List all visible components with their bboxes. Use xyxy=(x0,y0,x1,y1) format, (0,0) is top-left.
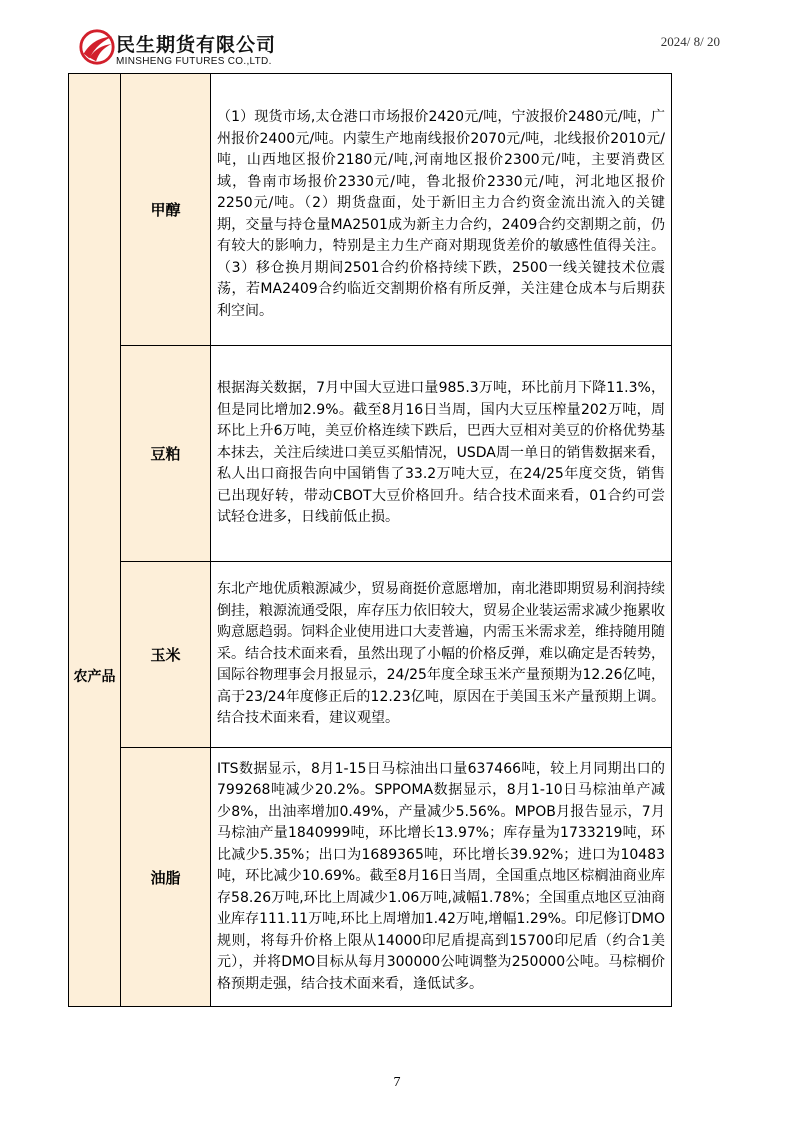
table-row xyxy=(69,346,672,562)
table-row xyxy=(69,74,672,346)
commodity-analysis-text: 根据海关数据，7月中国大豆进口量985.3万吨，环比前月下降11.3%，但是同比增加2.9%。截至8月16日当周，国内大豆压榨量202万吨，周环比上升6万吨，美豆价格连续下跌后，巴西大豆相对美豆的价格优势基本抹去，关注后续进口美豆买船情况，USDA周一单日的销售数据来看，私人出口商报告向中国销售了33.2万吨大豆，在24/25年度交货，销售已出现好转，带动CBOT大豆价格回升。结合技术面来看，01合约可尝试轻仓进多，日线前低止损。 xyxy=(217,380,665,526)
commodity-name-cell xyxy=(121,346,211,562)
commodity-name-cell xyxy=(121,562,211,748)
table-row xyxy=(69,562,672,748)
company-name-cn: 民生期货有限公司 xyxy=(116,34,277,56)
page-number: 7 xyxy=(393,1075,401,1090)
sector-label: 农产品 xyxy=(73,668,116,685)
commodity-analysis-text: ITS数据显示，8月1-15日马棕油出口量637466吨，较上月同期出口的799268吨减少20.2%。SPPOMA数据显示，8月1-10日马棕油单产减少8%，出油率增加0.49%，产量减少5.56%。MPOB月报告显示，7月马棕油产量1840999吨，环比增长13.97%；库存量为1733219吨，环比减少5.35%；出口为1689365吨，环比增长39.92%；进口为10483吨，环比减少10.69%。截至8月16日当周，全国重点地区棕榈油商业库存58.26万吨,环比上周减少1.06万吨,减幅1.78%；全国重点地区豆油商业库存111.11万吨,环比上周增加1.42万吨,增幅1.29%。印尼修订DMO规则，将每升价格上限从14000印尼盾提高到15700印尼盾（约合1美元），并将DMO目标从每月300000公吨调整为250000公吨。马棕榈价格预期走强，结合技术面来看，逢低试多。 xyxy=(217,760,665,992)
sector-cell xyxy=(69,346,121,1007)
commodity-name-cell xyxy=(121,748,211,1007)
page-header xyxy=(0,0,794,72)
table-row xyxy=(69,748,672,1007)
commodity-analysis-cell xyxy=(211,346,672,562)
commodity-name: 甲醇 xyxy=(150,201,181,219)
commodity-name: 油脂 xyxy=(150,868,181,887)
commodity-table xyxy=(68,73,672,1007)
report-date: 2024/ 8/ 20 xyxy=(660,34,720,49)
commodity-analysis-cell xyxy=(211,74,672,346)
sector-cell-top xyxy=(69,74,121,346)
minsheng-logo-icon xyxy=(78,28,116,66)
commodity-name: 玉米 xyxy=(150,646,181,664)
commodity-analysis-text: 东北产地优质粮源减少，贸易商挺价意愿增加，南北港即期贸易利润持续倒挂，粮源流通受限，库存压力依旧较大，贸易企业装运需求减少拖累收购意愿趋弱。饲料企业使用进口大麦普遍，内需玉米需求差，维持随用随采。结合技术面来看，虽然出现了小幅的价格反弹，难以确定是否转势，国际谷物理事会月报显示，24/25年度全球玉米产量预期为12.26亿吨，高于23/24年度修正后的12.23亿吨，原因在于美国玉米产量预期上调。结合技术面来看，建议观望。 xyxy=(217,581,665,727)
company-name-en: MINSHENG FUTURES CO.,LTD. xyxy=(116,56,272,67)
commodity-analysis-text: （1）现货市场,太仓港口市场报价2420元/吨，宁波报价2480元/吨，广州报价2400元/吨。内蒙生产地南线报价2070元/吨，北线报价2010元/吨，山西地区报价2180元/吨,河南地区报价2300元/吨，主要消费区域，鲁南市场报价2330元/吨，鲁北报价2330元/吨，河北地区报价2250元/吨。（2）期货盘面，处于新旧主力合约资金流出流入的关键期，交量与持仓量MA2501成为新主力合约，2409合约交割期之前，仍有较大的影响力，特别是主力生产商对期现货差价的敏感性值得关注。（3）移仓换月期间2501合约价格持续下跌，2500一线关键技术位震荡，若MA2409合约临近交割期价格有所反弹，关注建仓成本与后期获利空间。 xyxy=(217,109,665,319)
commodity-name-cell xyxy=(121,74,211,346)
commodity-name: 豆粕 xyxy=(150,445,181,463)
commodity-analysis-cell xyxy=(211,562,672,748)
commodity-analysis-cell xyxy=(211,748,672,1007)
